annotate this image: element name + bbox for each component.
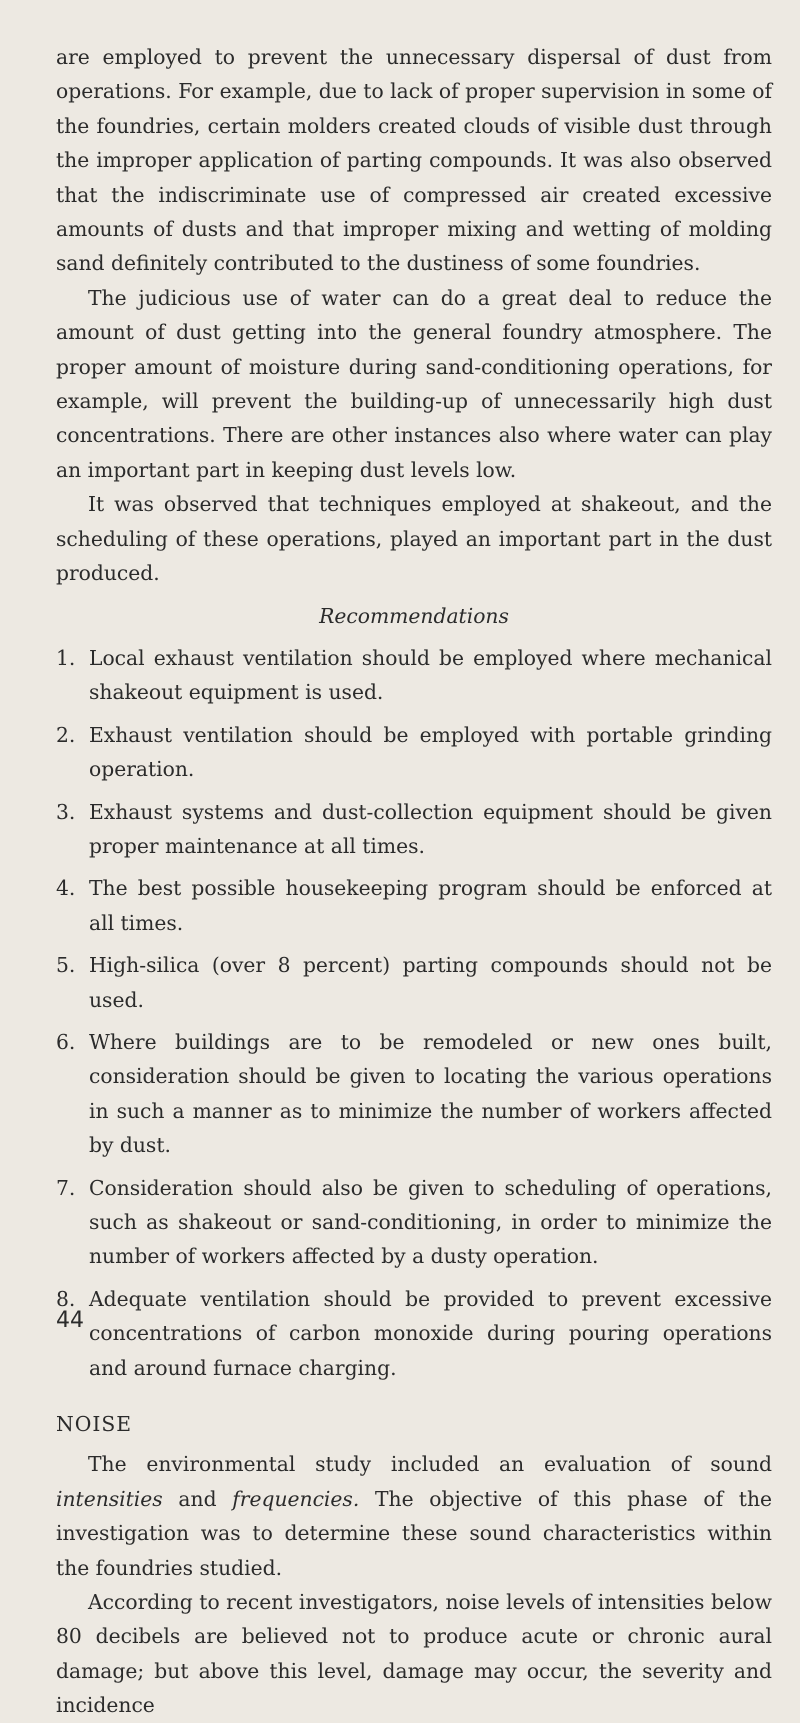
paragraph-noise-levels: According to recent investigators, noise levels of intensities below 80 decibels are believed not to produce acute or chronic aural damage; but above this level, damage may occur, the severity and incidence — [56, 1590, 772, 1718]
paragraph-noise-study: The environmental study included an evaluation of sound intensities and frequencies. The objective of this phase of the investigation was to determine these sound characteristics within the foundries studied. — [56, 1452, 773, 1580]
list-item: 1. Local exhaust ventilation should be employed where mechanical shakeout equipment is used. — [56, 645, 772, 705]
list-item: 4. The best possible housekeeping program should be enforced at all times. — [56, 876, 772, 935]
page-number: 44 — [56, 1308, 84, 1333]
list-item: 7. Consideration should also be given to scheduling of operations, such as shakeout or sand-conditioning, in order to minimize the number of workers affected by a dusty operation. — [56, 1175, 772, 1269]
paragraph-water-use: The judicious use of water can do a great deal to reduce the amount of dust getting into the general foundry atmosphere. The proper amount of moisture during sand-conditioning operations, for example, will prevent the building-up of unnecessarily high dust concentrations. There are other instances also where water can play an important part in keeping dust levels low. — [56, 285, 772, 482]
paragraph-shakeout: It was observed that techniques employed at shakeout, and the scheduling of these operations, played an important part in the dust produced. — [56, 492, 772, 586]
recommendations-list — [56, 641, 772, 1385]
document-page — [56, 40, 772, 1723]
paragraph-dust-operations: are employed to prevent the unnecessary dispersal of dust from operations. For example, due to lack of proper supervision in some of the foundries, certain molders created clouds of visible dust through the improper application of parting compounds. It was also observed that the indiscriminate use of compressed air created excessive amounts of dusts and that improper mixing and wetting of molding sand definitely contributed to the dustiness of some foundries. — [56, 45, 772, 276]
recommendations-heading: Recommendations — [319, 603, 509, 628]
list-item: 2. Exhaust ventilation should be employed with portable grinding operation. — [56, 722, 772, 782]
list-item: 6. Where buildings are to be remodeled or new ones built, consideration should be given to locating the various operations in such a manner as to minimize the number of workers affected by dust. — [56, 1029, 772, 1158]
list-item: 5. High-silica (over 8 percent) parting compounds should not be used. — [56, 953, 772, 1012]
list-item: 8. Adequate ventilation should be provided to prevent excessive concentrations of carbon monoxide during pouring operations and around furnace charging. — [56, 1286, 772, 1380]
noise-heading: NOISE — [56, 1412, 133, 1437]
list-item: 3. Exhaust systems and dust-collection equipment should be given proper maintenance at all times. — [56, 799, 772, 858]
